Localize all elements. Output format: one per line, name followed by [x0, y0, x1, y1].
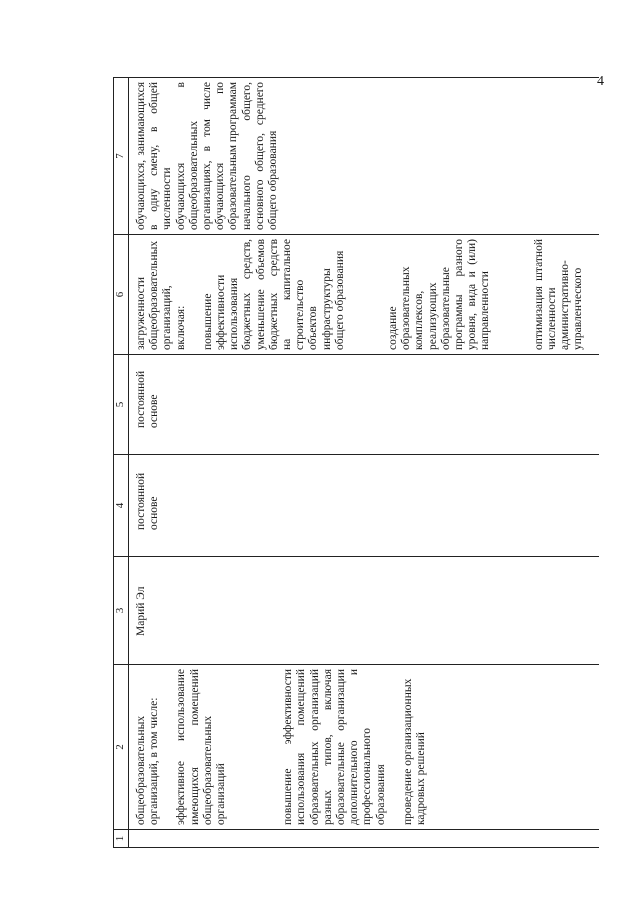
header-col-3: 3	[114, 557, 129, 665]
header-col-2: 2	[114, 665, 129, 830]
term-col4: постоянной основе	[135, 472, 161, 530]
header-col-7: 7	[114, 78, 129, 235]
region-name: Марий Эл	[135, 586, 147, 636]
col2-item-2: эффективное использование имеющихся помещений общеобразовательных организаций	[175, 669, 228, 825]
header-col-1: 1	[114, 830, 129, 848]
cell-col-5	[129, 355, 600, 455]
col2-item-4: проведение организационных кадровых решений	[401, 678, 428, 825]
cell-col-7	[129, 78, 600, 235]
table-row	[129, 78, 600, 848]
cell-col-6	[129, 235, 600, 355]
col6-item-4: оптимизация штатной численности административно-управленческого	[532, 239, 585, 350]
cell-col-3	[129, 557, 600, 665]
col7-item-1: обучающихся, занимающихся в одну смену, в общей численности	[135, 82, 174, 230]
document-table	[113, 77, 599, 848]
header-col-4: 4	[114, 455, 129, 557]
cell-col-1	[129, 830, 600, 848]
rotated-table-wrapper	[113, 78, 585, 848]
table-header-row	[114, 78, 129, 848]
header-col-6: 6	[114, 235, 129, 355]
cell-col-4	[129, 455, 600, 557]
col2-item-1: общеобразовательных организаций, в том числе:	[135, 697, 161, 825]
term-col5: постоянной основе	[135, 370, 161, 428]
page-number: 4	[597, 74, 604, 89]
col6-item-3: создание образовательных комплексов, реализующих образовательные программы разного уровня, вида и (или) направленности	[387, 239, 492, 350]
col6-item-2: повышение эффективности использования бюджетных средств, уменьшение объемов бюджетных средств на капитальное строительство объектов инфраструктуры общего образования	[201, 239, 346, 350]
col7-item-2: обучающихся в общеобразовательных организациях, в том числе обучающихся по образовательным программам начального общего, основного общего, среднего общего образования	[174, 82, 280, 230]
col2-item-3: повышение эффективности использования помещений образовательных организаций разных типов, включая образовательные организации дополнительного и профессионального образования	[282, 669, 387, 825]
col6-item-1: загруженности общеобразовательных организаций, включая:	[135, 240, 187, 350]
cell-col-2	[129, 665, 600, 830]
header-col-5: 5	[114, 355, 129, 455]
